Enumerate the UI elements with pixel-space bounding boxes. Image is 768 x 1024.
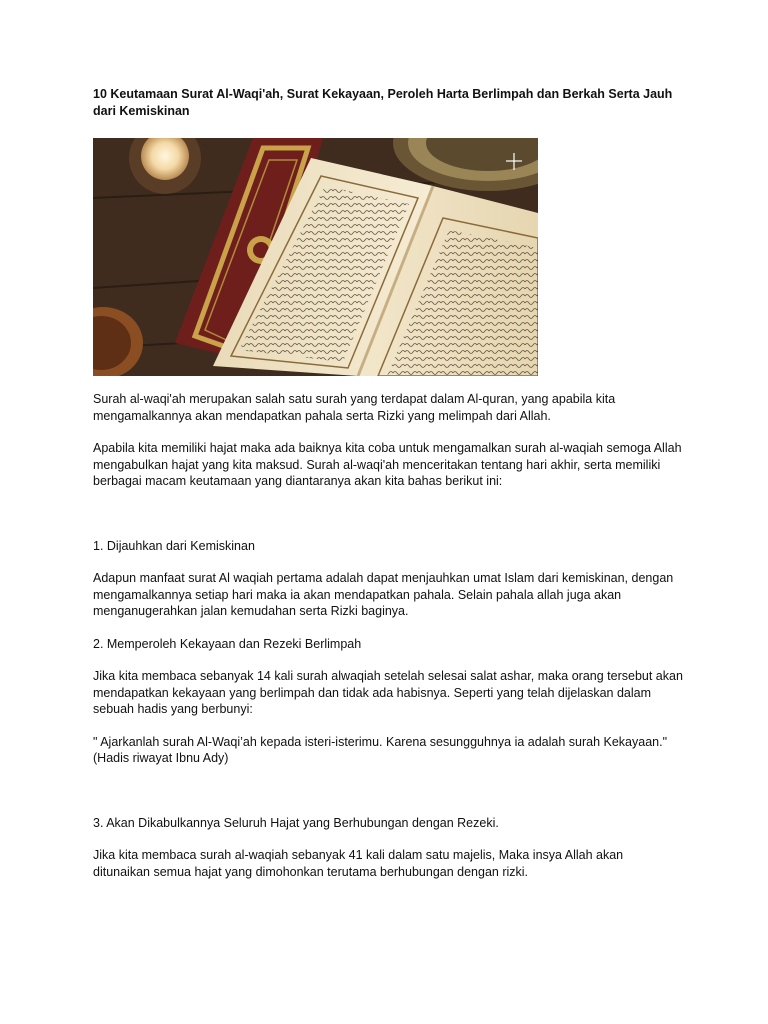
document-title: 10 Keutamaan Surat Al-Waqi'ah, Surat Kekayaan, Peroleh Harta Berlimpah dan Berkah Serta Jauh dari Kemiskinan bbox=[93, 87, 673, 118]
paragraph: Jika kita membaca sebanyak 14 kali surah alwaqiah setelah selesai salat ashar, maka orang tersebut akan mendapatkan kekayaan yang berlimpah dan tidak ada habisnya. Seperti yang telah dijelaskan dalam sebuah hadis yang berbunyi: bbox=[93, 669, 683, 716]
section-heading: 2. Memperoleh Kekayaan dan Rezeki Berlimpah bbox=[93, 636, 362, 651]
paragraph: Jika kita membaca surah al-waqiah sebanyak 41 kali dalam satu majelis, Maka insya Allah akan ditunaikan semua hajat yang dimohonkan terutama berhubungan dengan rizki. bbox=[93, 848, 624, 879]
quran-book-photo bbox=[93, 138, 538, 376]
paragraph: Adapun manfaat surat Al waqiah pertama adalah dapat menjauhkan umat Islam dari kemiskinan, dengan mengamalkannya setiap hari maka ia akan mendapatkan pahala. Selain pahala allah juga akan menganugerahkan jalan kemudahan serta Rizki baginya. bbox=[93, 571, 674, 618]
quote-paragraph: " Ajarkanlah surah Al-Waqi’ah kepada isteri-isterimu. Karena sesungguhnya ia adalah surah Kekayaan." (Hadis riwayat Ibnu Ady) bbox=[93, 734, 668, 765]
document-content bbox=[93, 86, 683, 880]
section-heading: 1. Dijauhkan dari Kemiskinan bbox=[93, 538, 255, 553]
section-heading: 3. Akan Dikabulkannya Seluruh Hajat yang Berhubungan dengan Rezeki. bbox=[93, 815, 499, 830]
quran-illustration bbox=[93, 138, 538, 376]
paragraph: Surah al-waqi'ah merupakan salah satu surah yang terdapat dalam Al-quran, yang apabila kita mengamalkannya akan mendapatkan pahala serta Rizki yang melimpah dari Allah. bbox=[93, 392, 616, 423]
paragraph: Apabila kita memiliki hajat maka ada baiknya kita coba untuk mengamalkan surah al-waqiah semoga Allah mengabulkan hajat yang kita maksud. Surah al-waqi'ah menceritakan tentang hari akhir, serta memiliki berbagai macam keutamaan yang diantaranya akan kita bahas berikut ini: bbox=[93, 441, 682, 488]
